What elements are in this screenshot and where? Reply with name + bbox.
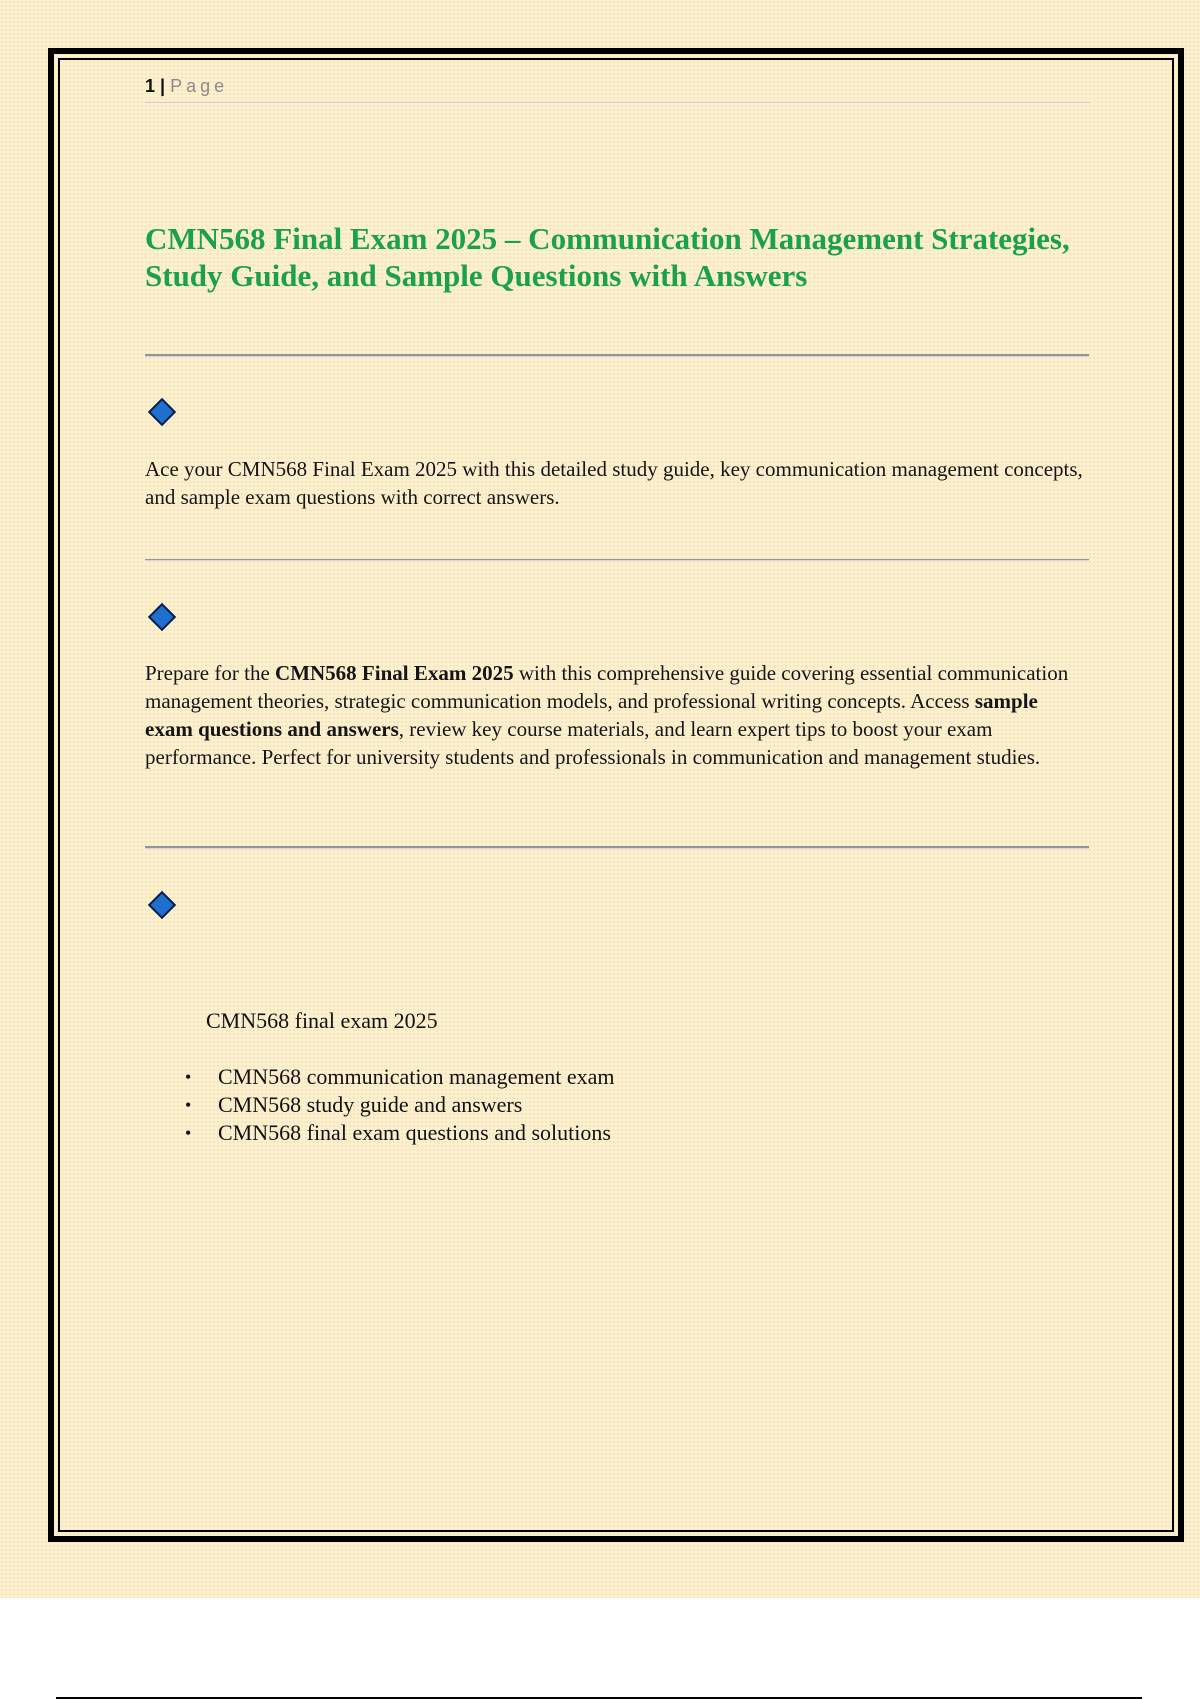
page-word: Page — [170, 76, 229, 96]
description-text: Prepare for the — [145, 661, 276, 685]
list-item-text: CMN568 communication management exam — [218, 1064, 615, 1089]
description-text: , review key course materials, and learn expert tips to boost your exam performance. Perfect for university students and professionals in communication and management studies. — [145, 717, 1041, 769]
keywords-list — [185, 1063, 615, 1147]
list-item — [185, 1119, 615, 1147]
document-title: CMN568 Final Exam 2025 – Communication Management Strategies, Study Guide, and Sample Questions with Answers — [145, 221, 1070, 293]
list-item-text: CMN568 final exam questions and solutions — [218, 1120, 611, 1145]
description-bold-questions: sample exam questions and answers — [145, 689, 1038, 741]
keywords-heading: CMN568 final exam 2025 — [206, 1008, 438, 1033]
section-divider — [145, 846, 1089, 848]
page-number: 1 — [145, 76, 156, 96]
page-header-separator: | — [160, 76, 166, 96]
section-divider — [145, 559, 1089, 560]
list-item — [185, 1091, 615, 1119]
page-header — [145, 74, 1090, 103]
section-divider — [145, 354, 1089, 356]
description-paragraph — [145, 659, 1090, 771]
bullet-icon: • — [185, 1095, 192, 1115]
description-text: with this comprehensive guide covering essential communication management theories, strategic communication models, and professional writing concepts. Access — [145, 661, 1069, 713]
bullet-icon: • — [185, 1067, 192, 1087]
description-bold-exam: CMN568 Final Exam 2025 — [275, 661, 514, 685]
bullet-icon: • — [185, 1123, 192, 1143]
bottom-divider — [56, 1697, 1142, 1699]
list-item — [185, 1063, 615, 1091]
list-item-text: CMN568 study guide and answers — [218, 1092, 523, 1117]
intro-paragraph: Ace your CMN568 Final Exam 2025 with this detailed study guide, key communication management concepts, and sample exam questions with correct answers. — [145, 457, 1083, 509]
